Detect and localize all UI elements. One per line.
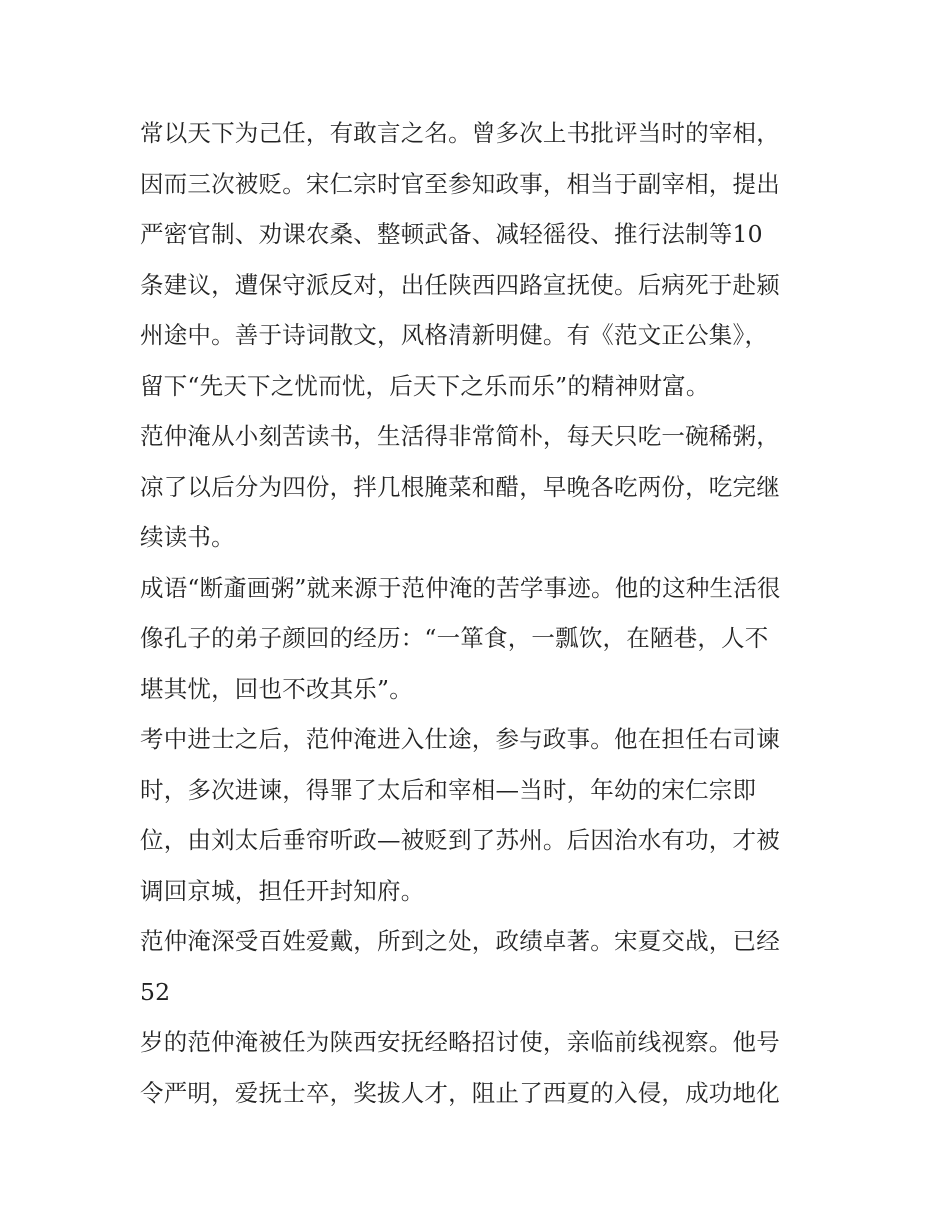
text-line: 调回京城，担任开封知府。	[140, 876, 425, 905]
text-line: 范仲淹从小刻苦读书，生活得非常简朴，每天只吃一碗稀粥，	[140, 422, 780, 450]
text-line: 因而三次被贬。宋仁宗时官至参知政事，相当于副宰相，提出	[140, 169, 780, 198]
text-line: 堪其忧，回也不改其乐”。	[140, 674, 413, 703]
text-line: 续读书。	[140, 523, 235, 551]
text-line: 凉了以后分为四份，拌几根腌菜和醋，早晚各吃两份，吃完继	[140, 472, 780, 501]
text-line: 严密官制、劝课农桑、整顿武备、减轻徭役、推行法制等10	[140, 220, 763, 248]
text-line: 位，由刘太后垂帘听政—被贬到了苏州。后因治水有功，才被	[140, 826, 780, 854]
text-line: 岁的范仲淹被任为陕西安抚经略招讨使，亲临前线视察。他号	[140, 1028, 780, 1056]
text-line: 考中进士之后，范仲淹进入仕途，参与政事。他在担任右司谏	[140, 725, 780, 753]
text-line: 留下“先天下之忧而忧，后天下之乐而乐”的精神财富。	[140, 371, 710, 400]
text-line: 像孔子的弟子颜回的经历：“一箪食，一瓢饮，在陋巷，人不	[140, 624, 769, 652]
text-line: 范仲淹深受百姓爱戴，所到之处，政绩卓著。宋夏交战，已经	[140, 927, 780, 955]
text-line: 州途中。善于诗词散文，风格清新明健。有《范文正公集》，	[140, 321, 769, 349]
text-line: 令严明，爱抚士卒，奖拔人才，阻止了西夏的入侵，成功地化	[140, 1078, 780, 1107]
text-line: 52	[140, 977, 171, 1006]
text-line: 条建议，遭保守派反对，出任陕西四路宣抚使。后病死于赴颍	[140, 270, 780, 299]
body-text	[140, 108, 820, 1118]
text-line: 时，多次进谏，得罪了太后和宰相—当时，年幼的宋仁宗即	[140, 775, 757, 804]
text-line: 成语“断齑画粥”就来源于范仲淹的苦学事迹。他的这种生活很	[140, 573, 781, 602]
text-line: 常以天下为己任，有敢言之名。曾多次上书批评当时的宰相，	[140, 119, 780, 147]
